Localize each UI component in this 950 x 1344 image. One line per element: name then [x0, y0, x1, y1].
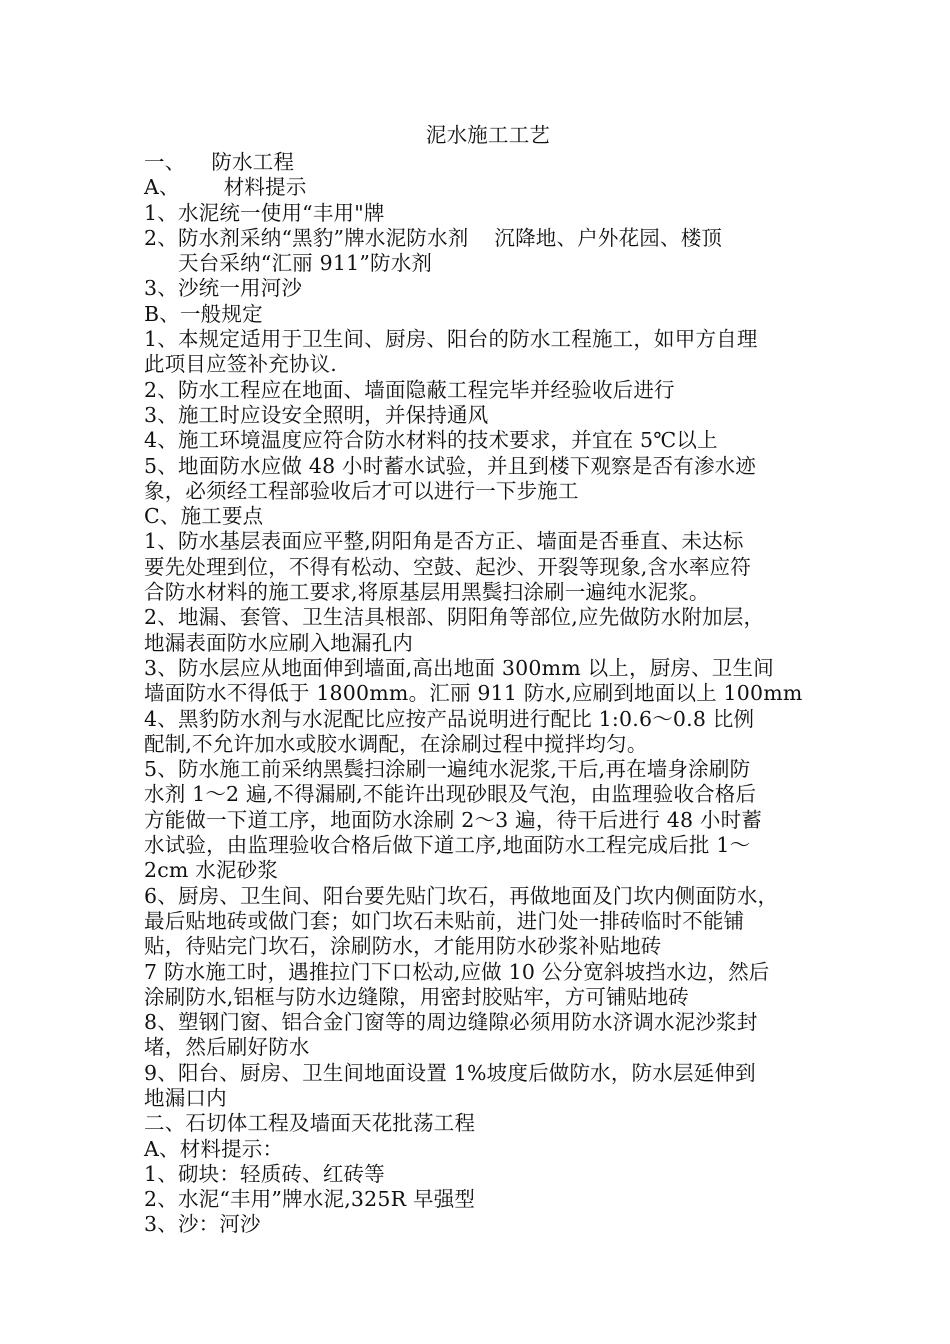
- section-2-material-3: 3、沙：河沙: [144, 1212, 261, 1237]
- section-2-subsection-a-heading: A、材料提示：: [144, 1136, 284, 1161]
- material-item-3: 3、沙统一用河沙: [144, 276, 303, 301]
- document-title: 泥水施工工艺: [425, 123, 551, 147]
- material-item-2-part1: 2、防水剂采纳“黑豹”牌水泥防水剂: [144, 225, 469, 250]
- subsection-a-number: A、: [144, 175, 180, 200]
- rule-2: 2、防水工程应在地面、墙面隐蔽工程完毕并经验收后进行: [144, 377, 675, 402]
- section-2-material-1: 1、砌块：轻质砖、红砖等: [144, 1161, 385, 1186]
- material-item-2-continuation: 天台采纳“汇丽 911”防水剂: [178, 251, 433, 276]
- point-8-line-2: 堵，然后刷好防水: [144, 1035, 310, 1060]
- point-6-line-2: 最后贴地砖或做门套；如门坎石未贴前，进门处一排砖临时不能铺: [144, 908, 745, 933]
- document-page: [144, 122, 820, 1238]
- point-4-line-1: 4、黑豹防水剂与水泥配比应按产品说明进行配比 1:0.6～0.8 比例: [144, 706, 755, 731]
- rule-5-line-2: 象，必须经工程部验收后才可以进行一下步施工: [144, 478, 579, 503]
- point-9-line-1: 9、阳台、厨房、卫生间地面设置 1%坡度后做防水，防水层延伸到: [144, 1060, 756, 1085]
- point-1-line-1: 1、防水基层表面应平整,阴阳角是否方正、墙面是否垂直、未达标: [144, 529, 744, 554]
- rule-4: 4、施工环境温度应符合防水材料的技术要求，并宜在 5℃以上: [144, 428, 718, 453]
- rule-5-line-1: 5、地面防水应做 48 小时蓄水试验，并且到楼下观察是否有渗水迹: [144, 453, 757, 478]
- point-5-line-4: 水试验，由监理验收合格后做下道工序,地面防水工程完成后批 1～: [144, 833, 751, 858]
- point-6-line-1: 6、厨房、卫生间、阳台要先贴门坎石，再做地面及门坎内侧面防水，: [144, 883, 779, 908]
- point-4-line-2: 配制,不允许加水或胶水调配，在涂刷过程中搅拌均匀。: [144, 731, 648, 756]
- point-1-line-3: 合防水材料的施工要求,将原基层用黑鬓扫涂刷一遍纯水泥浆。: [144, 580, 710, 605]
- point-5-line-3: 方能做一下道工序，地面防水涂刷 2～3 遍，待干后进行 48 小时蓄: [144, 807, 763, 832]
- subsection-c-heading: C、施工要点: [144, 504, 264, 529]
- point-5-line-1: 5、防水施工前采纳黑鬓扫涂刷一遍纯水泥浆,干后,再在墙身涂刷防: [144, 757, 751, 782]
- subsection-b-heading: B、一般规定: [144, 301, 263, 326]
- section-1-heading: [144, 150, 820, 175]
- subsection-a-heading: [144, 175, 820, 200]
- material-item-1: 1、水泥统一使用“丰用"牌: [144, 200, 385, 225]
- section-1-title: 防水工程: [211, 150, 295, 174]
- point-2-line-2: 地漏表面防水应刷入地漏孔内: [144, 630, 414, 655]
- rule-1-line-1: 1、本规定适用于卫生间、厨房、阳台的防水工程施工，如甲方自理: [144, 327, 758, 352]
- point-5-line-5: 2cm 水泥砂浆: [144, 858, 279, 883]
- section-1-number: 一、: [144, 150, 186, 174]
- point-3-line-2: 墙面防水不得低于 1800mm。汇丽 911 防水,应刷到地面以上 100mm: [144, 681, 803, 706]
- material-item-2-part2: 沉降地、户外花园、楼顶: [494, 225, 723, 250]
- rule-3: 3、施工时应设安全照明，并保持通风: [144, 402, 489, 427]
- subsection-a-title: 材料提示: [223, 175, 307, 200]
- point-8-line-1: 8、塑钢门窗、铝合金门窗等的周边缝隙必须用防水济调水泥沙浆封: [144, 1010, 758, 1035]
- section-2-heading: 二、石切体工程及墙面天花批荡工程: [144, 1111, 476, 1136]
- point-7-line-1: 7 防水施工时，遇推拉门下口松动,应做 10 公分宽斜坡挡水边，然后: [144, 959, 770, 984]
- material-item-2: [144, 226, 820, 251]
- section-2-material-2: 2、水泥“丰用”牌水泥,325R 早强型: [144, 1187, 476, 1212]
- point-3-line-1: 3、防水层应从地面伸到墙面,高出地面 300mm 以上，厨房、卫生间: [144, 655, 774, 680]
- point-2-line-1: 2、地漏、套管、卫生洁具根部、阴阳角等部位,应先做防水附加层，: [144, 605, 765, 630]
- point-1-line-2: 要先处理到位，不得有松动、空鼓、起沙、开裂等现象,含水率应符: [144, 554, 752, 579]
- point-6-line-3: 贴，待贴完门坎石，涂刷防水，才能用防水砂浆补贴地砖: [144, 934, 662, 959]
- point-7-line-2: 涂刷防水,铝框与防水边缝隙，用密封胶贴牢，方可铺贴地砖: [144, 984, 689, 1009]
- point-9-line-2: 地漏口内: [144, 1085, 227, 1110]
- rule-1-line-2: 此项目应签补充协议.: [144, 352, 338, 377]
- point-5-line-2: 水剂 1～2 遍,不得漏刷,不能许出现砂眼及气泡，由监理验收合格后: [144, 782, 757, 807]
